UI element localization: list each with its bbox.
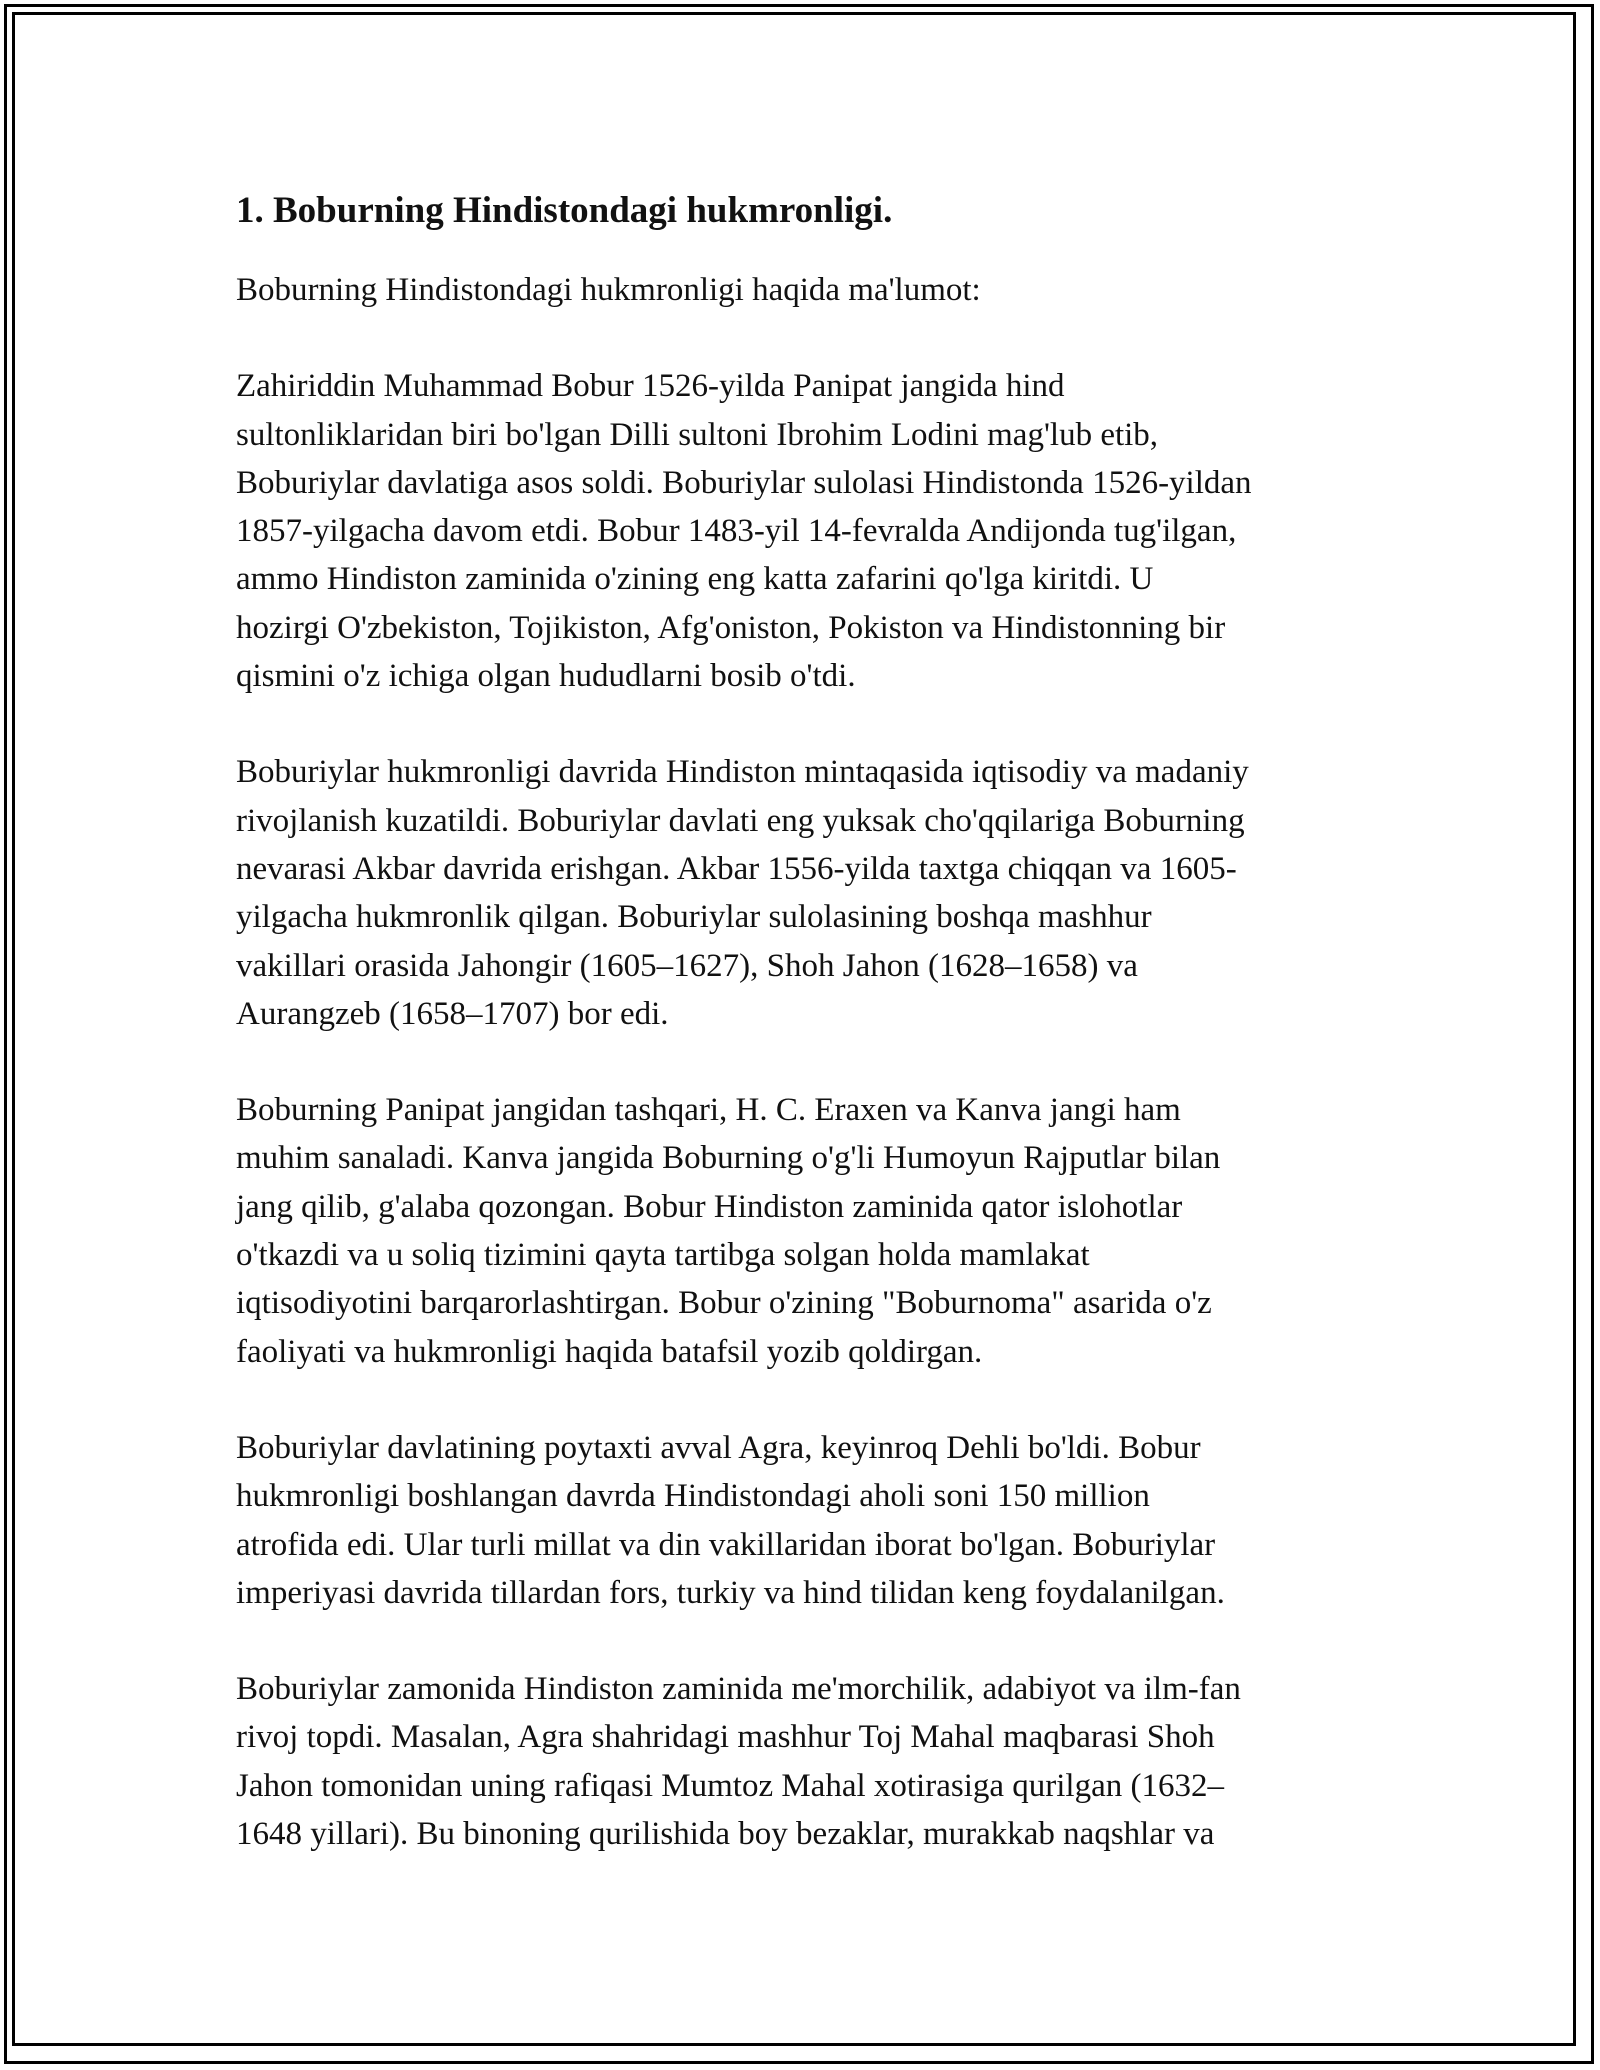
paragraph-list bbox=[236, 266, 1376, 1858]
document-heading: 1. Boburning Hindistondagi hukmronligi. bbox=[236, 190, 893, 231]
paragraph-line: Boburning Panipat jangidan tashqari, H. C. Eraxen va Kanva jangi ham bbox=[236, 1092, 1181, 1129]
paragraph bbox=[236, 1665, 1376, 1858]
paragraph-line: 1648 yillari). Bu binoning qurilishida boy bezaklar, murakkab naqshlar va bbox=[236, 1816, 1215, 1853]
paragraph-line: yilgacha hukmronlik qilgan. Boburiylar sulolasining boshqa mashhur bbox=[236, 899, 1152, 936]
paragraph bbox=[236, 748, 1376, 1038]
paragraph-line: ammo Hindiston zaminida o'zining eng katta zafarini qo'lga kiritdi. U bbox=[236, 561, 1154, 598]
paragraph-line: qismini o'z ichiga olgan hududlarni bosib o'tdi. bbox=[236, 658, 856, 695]
paragraph-line: Zahiriddin Muhammad Bobur 1526-yilda Panipat jangida hind bbox=[236, 368, 1065, 405]
paragraph-line: Boburiylar zamonida Hindiston zaminida me'morchilik, adabiyot va ilm-fan bbox=[236, 1671, 1241, 1708]
paragraph-line: Jahon tomonidan uning rafiqasi Mumtoz Mahal xotirasiga qurilgan (1632– bbox=[236, 1767, 1224, 1804]
paragraph bbox=[236, 1424, 1376, 1617]
paragraph-line: vakillari orasida Jahongir (1605–1627), Shoh Jahon (1628–1658) va bbox=[236, 947, 1138, 984]
paragraph-line: imperiyasi davrida tillardan fors, turkiy va hind tilidan keng foydalanilgan. bbox=[236, 1574, 1225, 1611]
paragraph-line: Boburiylar davlatining poytaxti avval Agra, keyinroq Dehli bo'ldi. Bobur bbox=[236, 1429, 1201, 1466]
paragraph-line: jang qilib, g'alaba qozongan. Bobur Hindiston zaminida qator islohotlar bbox=[236, 1188, 1183, 1225]
paragraph-line: rivoj topdi. Masalan, Agra shahridagi mashhur Toj Mahal maqbarasi Shoh bbox=[236, 1719, 1215, 1756]
paragraph-line: rivojlanish kuzatildi. Boburiylar davlati eng yuksak cho'qqilariga Boburning bbox=[236, 802, 1245, 839]
paragraph bbox=[236, 362, 1376, 700]
paragraph-line: iqtisodiyotini barqarorlashtirgan. Bobur o'zining "Boburnoma" asarida o'z bbox=[236, 1285, 1212, 1322]
paragraph bbox=[236, 266, 1376, 314]
paragraph-line: Boburiylar hukmronligi davrida Hindiston mintaqasida iqtisodiy va madaniy bbox=[236, 754, 1249, 791]
paragraph bbox=[236, 1086, 1376, 1376]
paragraph-line: muhim sanaladi. Kanva jangida Boburning o'g'li Humoyun Rajputlar bilan bbox=[236, 1140, 1221, 1177]
paragraph-line: hukmronligi boshlangan davrda Hindistondagi aholi soni 150 million bbox=[236, 1478, 1150, 1515]
paragraph-line: Boburiylar davlatiga asos soldi. Boburiylar sulolasi Hindistonda 1526-yildan bbox=[236, 464, 1252, 501]
paragraph-line: atrofida edi. Ular turli millat va din vakillaridan iborat bo'lgan. Boburiylar bbox=[236, 1526, 1216, 1563]
paragraph-line: sultonliklaridan biri bo'lgan Dilli sultoni Ibrohim Lodini mag'lub etib, bbox=[236, 416, 1159, 453]
document-body bbox=[236, 186, 1376, 1906]
paragraph-line: Aurangzeb (1658–1707) bor edi. bbox=[236, 995, 669, 1032]
paragraph-line: Boburning Hindistondagi hukmronligi haqida ma'lumot: bbox=[236, 272, 981, 308]
paragraph-line: o'tkazdi va u soliq tizimini qayta tartibga solgan holda mamlakat bbox=[236, 1237, 1090, 1274]
paragraph-line: nevarasi Akbar davrida erishgan. Akbar 1556-yilda taxtga chiqqan va 1605- bbox=[236, 850, 1237, 887]
paragraph-line: 1857-yilgacha davom etdi. Bobur 1483-yil 14-fevralda Andijonda tug'ilgan, bbox=[236, 513, 1237, 550]
paragraph-line: faoliyati va hukmronligi haqida batafsil yozib qoldirgan. bbox=[236, 1333, 983, 1370]
paragraph-line: hozirgi O'zbekiston, Tojikiston, Afg'oniston, Pokiston va Hindistonning bir bbox=[236, 609, 1226, 646]
